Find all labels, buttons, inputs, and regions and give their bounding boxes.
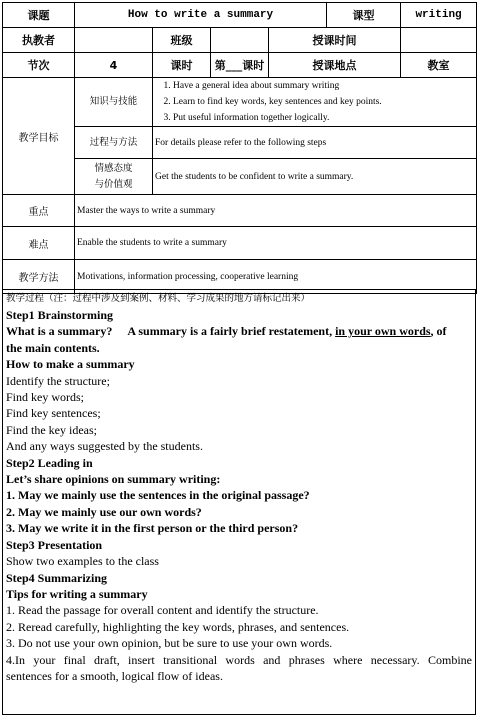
methods-value: Motivations, information processing, cooperative learning	[75, 260, 477, 294]
tip-item: 4.In your final draft, insert transitional words and phrases where necessary. Combine	[6, 652, 472, 667]
key-points-label: 重点	[3, 195, 75, 227]
question-item: 1. May we mainly use the sentences in the original passage?	[6, 488, 310, 503]
knowledge-item: 2. Learn to find key words, key sentences and key points.	[173, 94, 474, 110]
class-label: 班级	[153, 28, 211, 53]
knowledge-item: 1. Have a general idea about summary writing	[173, 78, 474, 94]
period-label: 节次	[3, 53, 75, 78]
attitude-value: Get the students to be confident to write a summary.	[153, 159, 477, 195]
summary-answer-start: A summary is a fairly brief restatement,	[127, 324, 336, 339]
summary-answer-end: , of	[430, 324, 447, 339]
summary-answer-underline: in your own words	[335, 324, 431, 339]
course-type-label: 课型	[327, 3, 401, 28]
knowledge-item: 3. Put useful information together logically.	[173, 110, 474, 126]
howto-item: And any ways suggested by the students.	[6, 439, 203, 454]
tip-item: 1. Read the passage for overall content and identify the structure.	[6, 603, 319, 618]
knowledge-label: 知识与技能	[75, 78, 153, 127]
howto-item: Find key words;	[6, 390, 84, 405]
difficulties-label: 难点	[3, 227, 75, 260]
knowledge-cell	[153, 78, 477, 127]
tip-item-cont: sentences for a smooth, logical flow of ideas.	[6, 668, 223, 683]
knowledge-list	[155, 78, 474, 126]
course-type-value: writing	[401, 3, 477, 28]
question-item: 3. May we write it in the first person or the third person?	[6, 521, 299, 536]
hour-label: 课时	[153, 53, 211, 78]
topic-label: 课题	[3, 3, 75, 28]
step4-title: Step4 Summarizing	[6, 570, 108, 585]
place-label: 授课地点	[269, 53, 401, 78]
time-value	[401, 28, 477, 53]
tip-item: 2. Reread carefully, highlighting the key words, phrases, and sentences.	[6, 619, 350, 634]
process-caption: 教学过程（注：过程中涉及到案例、材料、学习成果的地方请标记出来）	[6, 293, 311, 304]
teacher-value	[75, 28, 153, 53]
tips-title: Tips for writing a summary	[6, 586, 148, 601]
step3-text: Show two examples to the class	[6, 554, 159, 569]
difficulties-value: Enable the students to write a summary	[75, 227, 477, 260]
hour-value: 第___课时	[211, 53, 269, 78]
step3-title: Step3 Presentation	[6, 537, 103, 552]
opinions-title: Let’s share opinions on summary writing:	[6, 472, 221, 487]
topic-value: How to write a summary	[75, 3, 327, 28]
teacher-label: 执教者	[3, 28, 75, 53]
place-value: 教室	[401, 53, 477, 78]
summary-answer-cont: the main contents.	[6, 340, 100, 355]
lesson-plan-table	[2, 2, 477, 294]
howto-item: Find the key ideas;	[6, 422, 97, 437]
attitude-label	[75, 159, 153, 195]
howto-item: Identify the structure;	[6, 373, 110, 388]
attitude-label-line: 情感态度	[94, 162, 133, 174]
key-points-value: Master the ways to write a summary	[75, 195, 477, 227]
methods-label: 教学方法	[3, 260, 75, 294]
tip-item: 3. Do not use your own opinion, but be sure to use your own words.	[6, 636, 333, 651]
process-method-value: For details please refer to the following steps	[153, 127, 477, 159]
summary-definition	[6, 323, 472, 339]
question-item: 2. May we mainly use our own words?	[6, 504, 202, 519]
period-value: 4	[75, 53, 153, 78]
process-method-label: 过程与方法	[75, 127, 153, 159]
teaching-process-section	[2, 289, 476, 715]
objectives-label: 教学目标	[3, 78, 75, 195]
summary-question: What is a summary?	[6, 324, 113, 339]
step2-title: Step2 Leading in	[6, 455, 93, 470]
howto-item: Find key sentences;	[6, 406, 101, 421]
class-value	[211, 28, 269, 53]
time-label: 授课时间	[269, 28, 401, 53]
attitude-label-line: 与价值观	[94, 178, 133, 190]
step1-title: Step1 Brainstorming	[6, 308, 114, 322]
howto-title: How to make a summary	[6, 357, 135, 372]
